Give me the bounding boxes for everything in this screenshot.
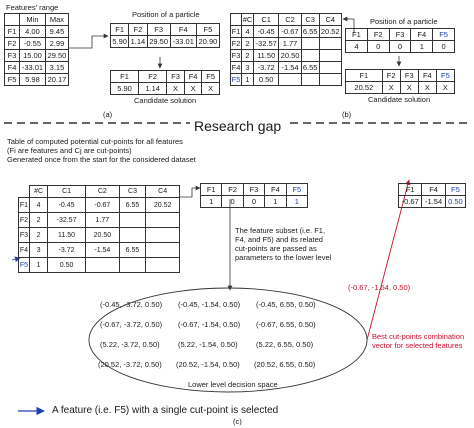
table-cell: 5.98: [20, 74, 46, 86]
table-cell: F1: [346, 70, 383, 82]
table-cell: -0.45: [48, 198, 86, 213]
space-vector: (-0.67, 6.55, 0.50): [256, 320, 316, 329]
table-cell: X: [167, 83, 185, 95]
table-header-row: [201, 184, 308, 196]
table-row: [231, 26, 342, 38]
cut-table-note-line-2: (Fi are features and Cj are cut-points): [7, 146, 132, 155]
table-row: [346, 82, 455, 94]
table-cell: F1: [399, 184, 422, 196]
table-cell: C2: [86, 186, 120, 198]
table-row: [19, 258, 180, 273]
table-cell: -0.67: [399, 196, 422, 208]
best-label-line-1: Best cut-points combination: [372, 332, 465, 341]
table-row: [231, 74, 342, 86]
table-cell: [119, 228, 146, 243]
position-label-a: Position of a particle: [132, 10, 200, 19]
space-vector: (5.22, -1.54, 0.50): [178, 340, 238, 349]
table-cell: 20.52: [146, 198, 180, 213]
table-row: [5, 74, 69, 86]
table-cell: F3: [400, 70, 418, 82]
table-cell: 1: [30, 258, 48, 273]
table-header-row: [111, 71, 220, 83]
table-cell: [119, 213, 146, 228]
features-range-title: Features' range: [6, 3, 59, 12]
table-cell: -1.54: [86, 243, 120, 258]
table-cell: F4: [422, 184, 445, 196]
table-cell: F4: [231, 62, 241, 72]
legend-text: A feature (i.e. F5) with a single cut-point is selected: [52, 405, 279, 416]
table-cell: 4: [346, 41, 368, 53]
space-vector: (-0.67, -3.72, 0.50): [100, 320, 163, 329]
caption-a: (a): [103, 110, 113, 119]
table-row: [19, 228, 180, 243]
table-cell: -33.01: [170, 36, 196, 48]
caption-c: (c): [233, 417, 242, 426]
table-cell: [146, 258, 180, 273]
subset-note-line-3: cut-points are passed as: [235, 244, 317, 253]
table-cell: F5: [5, 74, 20, 86]
selected-vector: (-0.67, -1.54, 0.50): [348, 283, 411, 292]
table-row: [19, 213, 180, 228]
table-cell: F3: [19, 228, 30, 243]
table-cell: [319, 74, 342, 86]
table-cell: C4: [146, 186, 180, 198]
table-cell: F5: [196, 24, 219, 36]
table-cell: X: [436, 82, 454, 94]
space-vector: (5.22, -3.72, 0.50): [100, 340, 160, 349]
table-cell: 6.55: [119, 198, 146, 213]
table-cell: 4: [30, 198, 48, 213]
table-cell: 0.50: [445, 196, 465, 208]
table-cell: F3: [243, 184, 264, 196]
table-row: [5, 26, 69, 38]
table-cell: [5, 14, 20, 26]
table-cell: 2: [242, 38, 254, 50]
table-cell: [231, 14, 242, 26]
table-row: [5, 50, 69, 62]
table-cell: F1: [346, 29, 368, 41]
table-cell: 11.50: [48, 228, 86, 243]
subset-note-line-4: parameters to the lower level: [235, 253, 332, 262]
table-header-row: [399, 184, 466, 196]
table-cell: F4: [184, 71, 202, 83]
table-cell: [301, 50, 319, 62]
cut-table-note-line-1: Table of computed potential cut-points for all features: [7, 137, 183, 146]
table-cell: 4: [242, 26, 254, 38]
table-cell: [146, 213, 180, 228]
table-cell: -32.57: [254, 38, 279, 50]
space-vector: (20.52, -3.72, 0.50): [98, 360, 162, 369]
table-cell: 2: [242, 50, 254, 62]
table-cell: 0.50: [48, 258, 86, 273]
table-cell: F5: [445, 184, 465, 196]
table-cell: 20.90: [196, 36, 219, 48]
features-range-table: [4, 13, 69, 86]
table-header-row: [19, 186, 180, 198]
table-cell: 0: [389, 41, 411, 53]
space-vector: (20.52, -1.54, 0.50): [176, 360, 240, 369]
table-cell: F2: [19, 213, 30, 228]
table-cell: F4: [265, 184, 286, 196]
table-cell: 3.15: [45, 62, 68, 74]
table-cell: 1.14: [139, 83, 167, 95]
table-cell: F1: [201, 184, 222, 196]
table-cell: F5: [19, 258, 30, 273]
table-row: [111, 36, 220, 48]
table-row: [5, 38, 69, 50]
table-header-row: [346, 29, 455, 41]
table-cell: F2: [222, 184, 243, 196]
table-cell: [19, 186, 30, 198]
table-cell: C3: [301, 14, 319, 26]
result-table: [398, 183, 466, 208]
space-vector: (-0.45, 6.55, 0.50): [256, 300, 316, 309]
table-cell: F3: [389, 29, 411, 41]
table-cell: -33.01: [20, 62, 46, 74]
table-cell: 1.14: [130, 36, 146, 46]
table-cell: F5: [202, 71, 220, 83]
cut-points-table-c: [18, 185, 180, 273]
table-cell: C3: [119, 186, 146, 198]
table-cell: F5: [436, 70, 454, 82]
table-row: [5, 62, 69, 74]
table-cell: -0.67: [86, 198, 120, 213]
table-cell: 20.17: [45, 74, 68, 86]
table-cell: F2: [5, 38, 20, 50]
table-header-row: [111, 24, 220, 36]
table-cell: 6.55: [119, 243, 146, 258]
table-cell: -32.57: [48, 213, 86, 228]
caption-b: (b): [342, 110, 352, 119]
space-vector: (5.22, 6.55, 0.50): [256, 340, 314, 349]
cut-table-note-line-3: Generated once from the start for the considered dataset: [7, 155, 196, 164]
table-row: [231, 50, 342, 62]
table-row: [19, 198, 180, 213]
table-cell: F2: [139, 71, 167, 83]
table-cell: 2.99: [45, 38, 68, 50]
table-cell: 3: [30, 243, 48, 258]
table-cell: 2: [30, 213, 48, 228]
table-cell: C4: [319, 14, 342, 26]
table-cell: 1.77: [279, 38, 301, 50]
table-cell: 20.50: [280, 50, 300, 60]
table-cell: 20.52: [346, 82, 383, 94]
table-cell: [319, 50, 342, 62]
candidate-label-a: Candidate solution: [134, 96, 197, 105]
table-cell: C1: [254, 14, 279, 26]
table-cell: X: [400, 82, 418, 94]
table-cell: #C: [30, 186, 48, 198]
table-header-row: [5, 14, 69, 26]
table-cell: F4: [5, 62, 20, 74]
table-cell: 29.50: [147, 36, 170, 48]
table-cell: [146, 243, 180, 258]
table-cell: 1: [201, 196, 222, 208]
table-cell: 9.45: [45, 26, 68, 38]
table-cell: 2: [30, 228, 48, 243]
space-vector: (20.52, 6.55, 0.50): [254, 360, 316, 369]
table-cell: -1.54: [422, 196, 445, 208]
table-cell: Max: [45, 14, 68, 26]
table-cell: [301, 74, 319, 86]
table-cell: F4: [418, 70, 436, 82]
table-row: [111, 83, 220, 95]
table-cell: -0.67: [279, 26, 301, 38]
table-row: [231, 62, 342, 74]
table-cell: 15.00: [20, 50, 46, 62]
table-cell: 20.52: [320, 26, 340, 36]
table-cell: 6.55: [302, 62, 318, 72]
arrow-cut-to-subset: [180, 188, 200, 197]
table-cell: #C: [242, 14, 253, 24]
table-cell: F3: [231, 50, 241, 60]
table-cell: F5: [231, 74, 241, 84]
position-label-b: Position of a particle: [370, 17, 438, 26]
table-row: [346, 41, 455, 53]
table-row: [399, 196, 466, 208]
space-vector: (-0.67, -1.54, 0.50): [178, 320, 241, 329]
table-row: [19, 243, 180, 258]
table-row: [201, 196, 308, 208]
table-row: [231, 38, 342, 50]
table-cell: [119, 258, 146, 273]
best-label-line-2: vector for selected features: [372, 341, 463, 350]
candidate-table-b: [345, 69, 455, 94]
table-cell: F2: [382, 70, 400, 82]
table-cell: F3: [147, 24, 170, 36]
table-cell: 3: [242, 62, 254, 74]
candidate-label-b: Candidate solution: [368, 95, 431, 104]
table-cell: -0.55: [20, 38, 46, 50]
table-cell: 0: [367, 41, 389, 53]
position-table-b: [345, 28, 455, 53]
table-cell: F3: [5, 50, 20, 62]
table-cell: -1.54: [279, 62, 301, 74]
cut-points-table-b: [230, 13, 342, 86]
table-cell: Min: [20, 14, 46, 26]
table-cell: X: [184, 83, 202, 95]
table-cell: F4: [170, 24, 196, 36]
table-cell: 0: [433, 41, 455, 53]
subset-note-line-1: The feature subset (i.e. F1,: [235, 226, 326, 235]
table-cell: -0.45: [254, 26, 279, 38]
table-cell: 20.50: [86, 228, 120, 243]
table-cell: 1: [242, 74, 254, 86]
table-cell: 1.77: [86, 213, 120, 228]
table-cell: [86, 258, 120, 273]
table-cell: 5.90: [112, 36, 127, 46]
table-cell: [319, 38, 342, 50]
table-cell: 29.50: [45, 50, 68, 62]
table-cell: -3.72: [254, 62, 279, 74]
position-table-a: [110, 23, 220, 48]
space-vector: (-0.45, -1.54, 0.50): [178, 300, 241, 309]
table-cell: 5.90: [111, 83, 139, 95]
table-cell: 0: [222, 196, 243, 208]
table-cell: F3: [167, 71, 185, 83]
table-cell: X: [382, 82, 400, 94]
table-cell: 6.55: [302, 26, 318, 36]
table-cell: X: [202, 83, 220, 95]
table-cell: F1: [111, 24, 129, 36]
table-cell: F2: [367, 29, 389, 41]
table-cell: 0: [243, 196, 264, 208]
table-cell: 1: [411, 41, 433, 53]
table-cell: 11.50: [254, 50, 279, 62]
table-cell: F1: [111, 71, 139, 83]
table-cell: F5: [433, 29, 455, 41]
table-cell: 4.00: [20, 26, 46, 38]
table-cell: [301, 38, 319, 50]
decision-space-label: Lower level decision space: [188, 380, 278, 389]
table-cell: F1: [19, 198, 30, 213]
table-cell: F5: [286, 184, 307, 196]
table-cell: [319, 62, 342, 74]
candidate-table-a: [110, 70, 220, 95]
table-cell: 1: [286, 196, 307, 208]
table-cell: C2: [279, 14, 301, 26]
table-cell: F2: [231, 38, 241, 48]
arrow-range-to-position: [69, 36, 108, 48]
table-cell: -3.72: [48, 243, 86, 258]
table-cell: X: [418, 82, 436, 94]
table-header-row: [346, 70, 455, 82]
table-cell: 1: [265, 196, 286, 208]
table-header-row: [231, 14, 342, 26]
table-cell: F4: [19, 243, 30, 258]
table-cell: F2: [129, 24, 147, 36]
table-cell: [146, 228, 180, 243]
table-cell: C1: [48, 186, 86, 198]
table-cell: F1: [5, 26, 20, 38]
subset-note-line-2: F4, and F5) and its related: [235, 235, 323, 244]
table-cell: [279, 74, 301, 86]
table-cell: F4: [411, 29, 433, 41]
research-gap-heading: Research gap: [190, 118, 285, 134]
table-cell: 0.50: [254, 74, 279, 86]
space-vector: (-0.45, -3.72, 0.50): [100, 300, 163, 309]
table-cell: F1: [231, 26, 241, 36]
feature-subset-table: [200, 183, 308, 208]
